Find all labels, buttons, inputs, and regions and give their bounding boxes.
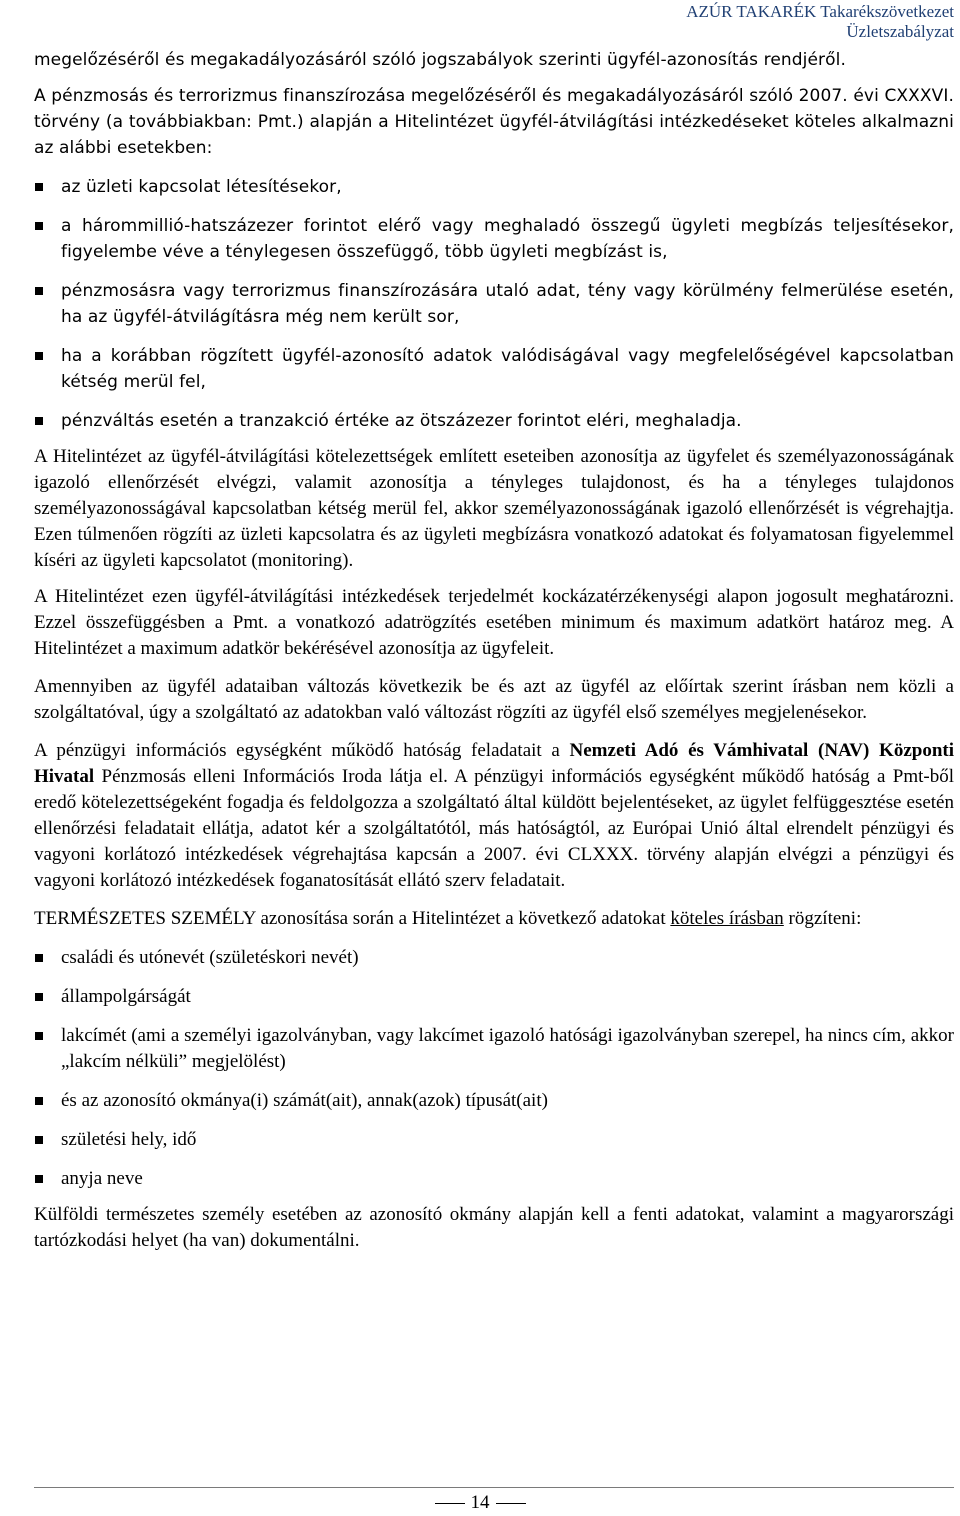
page-number: 14 [470,1492,490,1513]
list-item: pénzváltás esetén a tranzakció értéke az ötszázezer forintot eléri, meghaladja. [34,408,954,434]
list-item: és az azonosító okmánya(i) számát(ait), annak(azok) típusát(ait) [34,1088,954,1114]
list-item: ha a korábban rögzített ügyfél-azonosító adatok valódiságával vagy megfelelőségével kapcsolatban kétség merül fel, [34,343,954,395]
page-header [686,2,954,42]
paragraph-identification: A Hitelintézet az ügyfél-átvilágítási kötelezettségek említett eseteiben azonosítja az ügyfelet és személyazonosságának igazoló ellenőrzését elvégzi, valamit azonosítja a tényleges tulajdonost, és ha a tényleges tulajdonos személyazonosságával kapcsolatban kétség merül fel, akkor személyazonosságának igazoló ellenőrzését is végrehajtja. Ezen túlmenően rögzíti az üzleti kapcsolatra és az ügyleti megbízásra vonatkozó adatokat és folyamatosan figyelemmel kíséri az ügyleti kapcsolatot (monitoring). [34,446,954,571]
paragraph-continuation: megelőzéséről és megakadályozásáról szóló jogszabályok szerinti ügyfél-azonosítás rendjéről. [34,50,846,70]
natural-person-text-a: TERMÉSZETES SZEMÉLY azonosítása során a Hitelintézet a következő adatokat [34,908,671,929]
footer-divider [34,1487,954,1488]
list-item: a hárommillió-hatszázezer forintot elérő vagy meghaladó összegű ügyleti megbízás teljesítésekor, figyelembe véve a ténylegesen összefüggő, több ügyleti megbízást is, [34,213,954,265]
required-data-list [34,945,954,1192]
list-item: anyja neve [34,1166,954,1192]
paragraph-natural-person [34,906,954,932]
list-item: állampolgárságát [34,984,954,1010]
page-number-dash-right [496,1503,526,1504]
list-item: pénzmosásra vagy terrorizmus finanszírozására utaló adat, tény vagy körülmény felmerülése esetén, ha az ügyfél-átvilágításra még nem került sor, [34,278,954,330]
nav-authority-name: Nemzeti Adó és Vámhivatal (NAV) Központi Hivatal [34,740,955,787]
paragraph-pmt-intro: A pénzmosás és terrorizmus finanszírozása megelőzéséről és megakadályozásáról szóló 2007. évi CXXXVI. törvény (a továbbiakban: Pmt.) alapján a Hitelintézet ügyfél-átvilágítási intézkedéseket köteles alkalmazni az alábbi esetekben: [34,86,954,158]
page-footer [0,1492,960,1514]
paragraph-foreign-person: Külföldi természetes személy esetében az azonosító okmány alapján kell a fenti adatokat, valamint a magyarországi tartózkodási helyet (ha van) dokumentálni. [34,1204,954,1251]
list-item: az üzleti kapcsolat létesítésekor, [34,174,954,200]
due-diligence-cases-list [34,174,954,434]
document-body [34,47,954,1254]
header-document-title: Üzletszabályzat [846,22,954,41]
header-company-name: AZÚR TAKARÉK Takarékszövetkezet [686,2,954,21]
list-item: lakcímét (ami a személyi igazolványban, vagy lakcímet igazoló hatósági igazolványban szerepel, ha nincs cím, akkor „lakcím nélküli” megjelölést) [34,1023,954,1075]
list-item: születési hely, idő [34,1127,954,1153]
page-number-dash-left [435,1503,465,1504]
natural-person-text-b: rögzíteni: [783,908,862,929]
list-item: családi és utónevét (születéskori nevét) [34,945,954,971]
paragraph-nav-authority [34,738,954,894]
nav-text-b: Pénzmosás elleni Információs Iroda látja el. A pénzügyi információs egységként működő hatóság a Pmt-ből eredő kötelezettségeként fogadja és feldolgozza a szolgáltató által küldött bejelentéseket, az ügylet felfüggesztése esetén ellenőrzési feladatait ellátja, adatot kér a szolgáltatótól, más hatóságtól, az Európai Unió által elrendelt pénzügyi és vagyoni korlátozó intézkedések végrehajtása kapcsán a 2007. évi CLXXX. törvény alapján elvégzi a pénzügyi és vagyoni korlátozó intézkedések foganatosítását ellátó szerv feladatait. [34,766,954,891]
nav-text-a: A pénzügyi információs egységként működő hatóság feladatait a [34,740,570,761]
natural-person-underlined: köteles írásban [670,908,784,929]
paragraph-risk-based: A Hitelintézet ezen ügyfél-átvilágítási intézkedések terjedelmét kockázatérzékenységi alapon jogosult meghatározni. Ezzel összefüggésben a Pmt. a vonatkozó adatrögzítés esetében minimum és maximum adatkört határoz meg. A Hitelintézet a maximum adatkör bekérésével azonosítja az ügyfeleit. [34,586,954,659]
paragraph-data-change: Amennyiben az ügyfél adataiban változás következik be és azt az ügyfél az előírtak szerint írásban nem közli a szolgáltatóval, úgy a szolgáltató az adatokban való változást rögzíti az ügyfél első személyes megjelenésekor. [34,676,954,723]
